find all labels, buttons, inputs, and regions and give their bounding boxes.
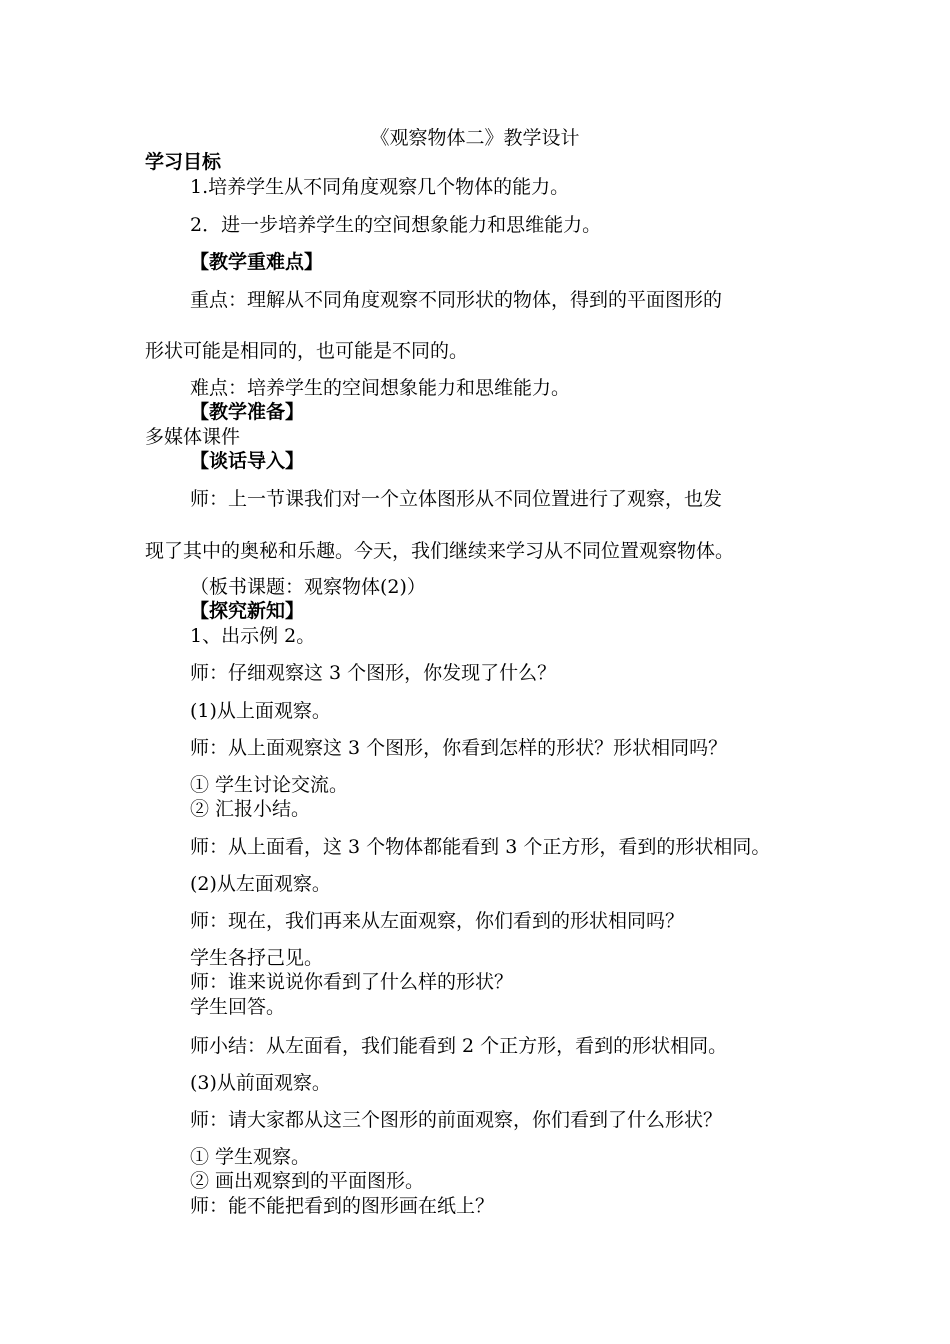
section-heading: 【谈话导入】: [190, 450, 305, 472]
text-line: 师：仔细观察这 3 个图形，你发现了什么？: [190, 662, 557, 684]
text-line: (2)从左面观察。: [190, 873, 331, 895]
text-line: ① 学生观察。: [190, 1146, 311, 1168]
text-line: 2．进一步培养学生的空间想象能力和思维能力。: [190, 214, 602, 236]
text-line: 师：现在，我们再来从左面观察，你们看到的形状相同吗？: [190, 910, 685, 932]
text-line: 现了其中的奥秘和乐趣。今天，我们继续来学习从不同位置观察物体。: [145, 540, 735, 562]
text-line: ② 汇报小结。: [190, 798, 311, 820]
text-line: 师：从上面看，这 3 个物体都能看到 3 个正方形，看到的形状相同。: [190, 836, 771, 858]
text-line: 师小结：从左面看，我们能看到 2 个正方形，看到的形状相同。: [190, 1035, 728, 1057]
section-heading: 【教学重难点】: [190, 251, 324, 273]
text-line: (1)从上面观察。: [190, 700, 331, 722]
text-line: 形状可能是相同的，也可能是不同的。: [145, 340, 469, 362]
text-line: 多媒体课件: [145, 426, 241, 448]
text-line: 重点：理解从不同角度观察不同形状的物体，得到的平面图形的: [190, 289, 723, 311]
text-line: 学生各抒己见。: [190, 947, 324, 969]
text-line: 难点：培养学生的空间想象能力和思维能力。: [190, 377, 571, 399]
section-heading: 【教学准备】: [190, 401, 305, 423]
text-line: 师：从上面观察这 3 个图形，你看到怎样的形状？形状相同吗？: [190, 737, 728, 759]
text-line: ① 学生讨论交流。: [190, 774, 349, 796]
document-title: 《观察物体二》教学设计: [370, 127, 580, 149]
text-line: 师：能不能把看到的图形画在纸上？: [190, 1195, 495, 1217]
text-line: 师：请大家都从这三个图形的前面观察，你们看到了什么形状？: [190, 1109, 723, 1131]
section-heading: 学习目标: [145, 151, 222, 173]
text-line: ② 画出观察到的平面图形。: [190, 1170, 425, 1192]
text-line: 师：谁来说说你看到了什么样的形状？: [190, 971, 514, 993]
text-line: 师：上一节课我们对一个立体图形从不同位置进行了观察，也发: [190, 488, 723, 510]
text-line: （板书课题：观察物体(2)）: [190, 576, 426, 598]
text-line: 学生回答。: [190, 996, 286, 1018]
text-line: 1、出示例 2。: [190, 625, 316, 647]
text-line: 1.培养学生从不同角度观察几个物体的能力。: [190, 176, 570, 198]
text-line: (3)从前面观察。: [190, 1072, 331, 1094]
section-heading: 【探究新知】: [190, 600, 305, 622]
